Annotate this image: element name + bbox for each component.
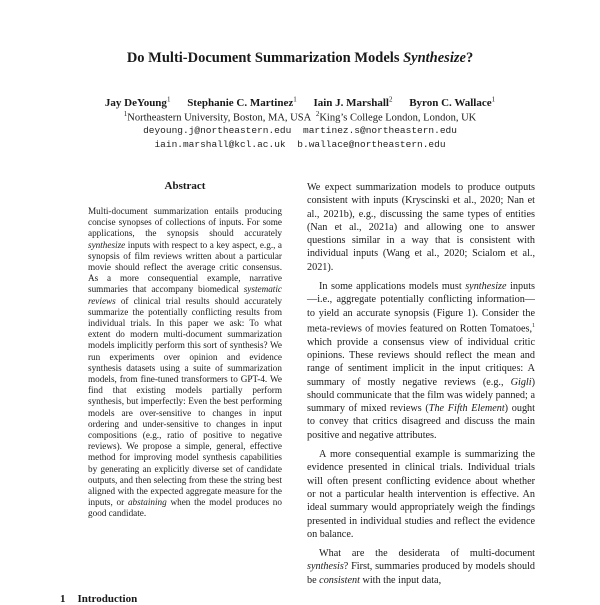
email-line — [0, 125, 600, 136]
email-address[interactable]: martinez.s@northeastern.edu — [303, 125, 457, 136]
author: Iain J. Marshall$^2$ — [313, 95, 393, 109]
author: Jay DeYoung$^1$ — [104, 95, 171, 109]
paper-title: Do Multi-Document Summarization Models Synthesize? — [126, 50, 474, 66]
email-address[interactable]: b.wallace@northeastern.edu — [297, 139, 446, 150]
author: Byron C. Wallace$^1$ — [409, 95, 496, 109]
abstract-heading: Abstract — [164, 180, 206, 192]
author: Stephanie C. Martinez$^1$ — [187, 95, 297, 109]
email-address[interactable]: deyoung.j@northeastern.edu — [143, 125, 292, 136]
body-paragraph: What are the desiderata of multi-document synthesis? First, summaries produced by models should be consistent with the input data, — [307, 548, 535, 586]
affiliations: $^1$Northeastern University, Boston, MA, USA $^2$King’s College London, London, UK — [123, 110, 477, 124]
email-line — [0, 139, 600, 150]
body-paragraph: We expect summarization models to produce outputs consistent with inputs (Kryscinski et al., 2020; Nan et al., 2021b), e.g., discussing the same types of entities (Nan et al., 2021a) and allowing one to answer questions similar in a way that is consistent with individual inputs (Wang et al., 2020; Scialom et al., 2021). — [307, 182, 535, 273]
author-list — [0, 95, 600, 109]
body-paragraph: A more consequential example is summarizing the evidence presented in clinical trials. Individual trials will often present conflicting evidence about whether or not a particular health intervention is effective. An ideal summary would appropriately weigh the findings presented in individual studies and reflect the evidence on balance. — [307, 449, 535, 540]
email-address[interactable]: iain.marshall@kcl.ac.uk — [154, 139, 286, 150]
footnote-marker[interactable]: 1 — [532, 322, 535, 329]
body-paragraph: In some applications models must synthesize inputs—i.e., aggregate potentially conflicting information—to yield an accurate synopsis (Figure 1). Consider the meta-reviews of movies featured on Rotten Tomatoes,$^1$ which provide a consensus view of individual critic opinions. These reviews should reflect the mean and range of sentiment implicit in the input critiques: A summary of mostly negative reviews (e.g., Gigli) should communicate that the film was widely panned; a summary of mixed reviews (The Fifth Element) ought to convey that critics disagreed and discuss the main positive and negative attributes. — [307, 281, 535, 441]
section-heading: 1 Introduction — [60, 593, 138, 605]
body-column — [307, 181, 535, 593]
abstract-text: Multi-document summarization entails producing concise synopses of collections of inputs. For some applications, the synopsis should accurately synthesize inputs with respect to a key aspect, e.g., a synopsis of film reviews written about a particular movie should reflect the average critic consensus. As a more consequential example, narrative summaries that accompany biomedical systematic reviews of clinical trial results should accurately summarize the potentially conflicting results from individual trials. In this paper we ask: To what extent do modern multi-document summarization models implicitly perform this sort of synthesis? We run experiments over opinion and evidence synthesis datasets using a suite of summarization models, from fine-tuned transformers to GPT-4. We find that existing models partially perform synthesis, but imperfectly: Even the best performing models are over-sensitive to changes in input ordering and under-sensitive to changes in input compositions (e.g., ratio of positive to negative reviews). We propose a simple, general, effective method for improving model synthesis capabilities by generating an explicitly diverse set of candidate outputs, and then selecting from these the string best aligned with the expected aggregate measure for the inputs, or abstaining when the model produces no good candidate. — [88, 206, 282, 519]
